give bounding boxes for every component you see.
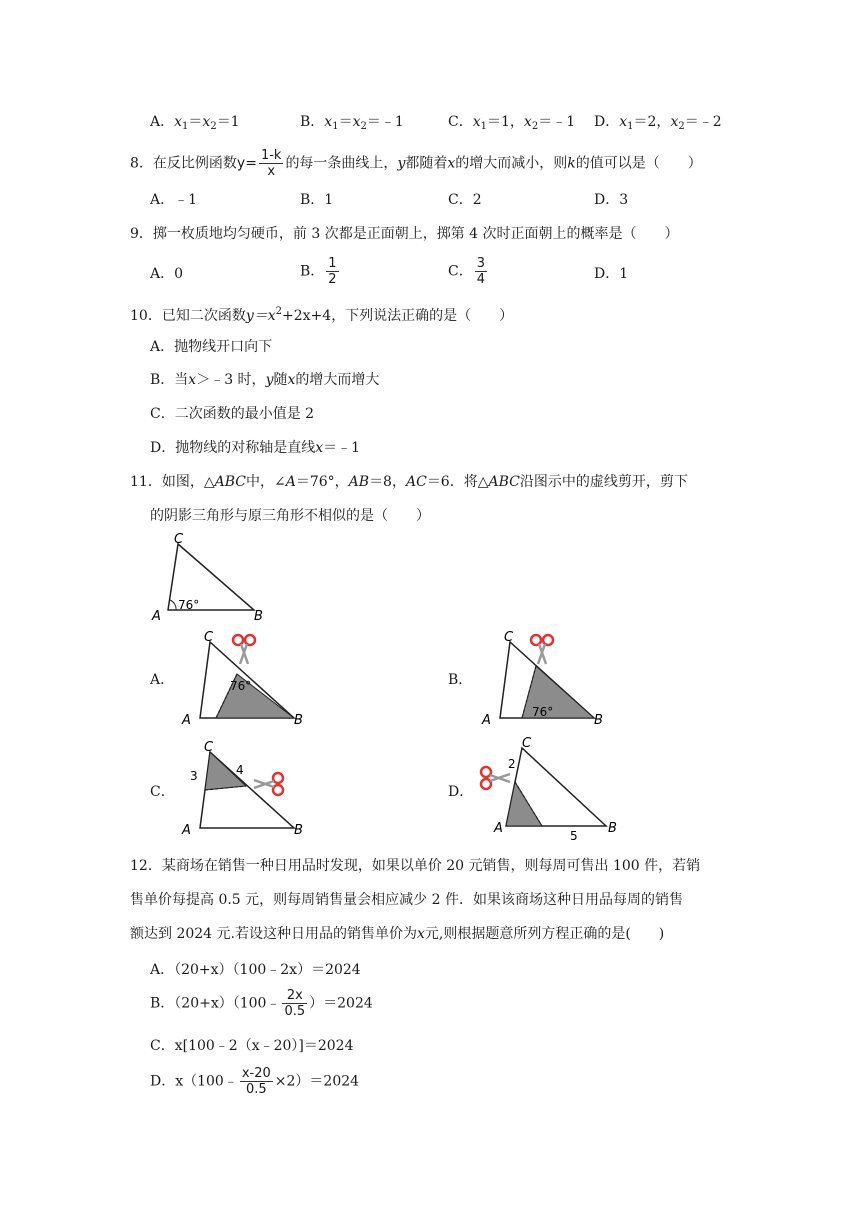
q9-option-d: D．1 — [594, 266, 629, 282]
svg-text:B: B — [294, 823, 303, 838]
svg-text:A: A — [482, 713, 491, 728]
q10-stem: 10．已知二次函数$y=x^2+2x+4$，下列说法正确的是（ ） — [130, 306, 514, 324]
q8-option-c: C．2 — [448, 192, 482, 208]
svg-text:2: 2 — [508, 757, 516, 771]
q11-option-a-label: A． — [150, 672, 175, 688]
label-c: C — [174, 532, 184, 547]
q7-option-c: C．$x_1=1$，$x_2=﹣1$ — [448, 114, 576, 132]
q12-option-d: D．x（100﹣ $\frac{x-20}{0.5}$ ×2）＝2024 — [150, 1066, 360, 1097]
q7-option-a: A．$x_1=x_2=1$ — [150, 114, 240, 132]
scissors-icon — [233, 635, 255, 664]
svg-text:A: A — [182, 823, 191, 838]
q11-option-a-figure — [174, 628, 310, 728]
q11-stem-line1: 11．如图，△ABC中，∠A＝76°，AB＝8，AC＝6．将△ABC沿图示中的虚线剪开，剪下 — [130, 474, 688, 490]
q11-option-d-figure — [472, 736, 620, 842]
svg-text:B: B — [594, 713, 603, 728]
q11-option-c-label: C． — [150, 784, 175, 800]
svg-text:C: C — [504, 630, 514, 645]
label-a: A — [152, 609, 161, 624]
q11-option-d-label: D． — [448, 784, 474, 800]
q8-option-a: A．﹣1 — [150, 192, 198, 208]
scissors-icon — [531, 635, 553, 664]
q10-option-d: D．抛物线的对称轴是直线x＝﹣1 — [150, 440, 361, 456]
scissors-icon — [254, 773, 283, 795]
q8-stem: 8．在反比例函数y= $\frac{1-k}{x}$ 的每一条曲线上，y都随着x的增大而减小，则k的值可以是（ ） — [130, 148, 702, 179]
q9-option-c: C． $\frac{3}{4}$ — [448, 256, 485, 287]
scissors-icon — [481, 767, 510, 789]
q12-option-c: C．x[100﹣2（x﹣20）]＝2024 — [150, 1038, 354, 1054]
q11-option-b-label: B． — [448, 672, 473, 688]
label-angle: 76° — [178, 598, 200, 612]
q12-stem-line3: 额达到 2024 元.若设这种日用品的销售单价为x元,则根据题意所列方程正确的是( ) — [130, 926, 665, 942]
q9-stem: 9．掷一枚质地均匀硬币，前 3 次都是正面朝上，掷第 4 次时正面朝上的概率是（ ） — [130, 226, 679, 242]
label-b: B — [254, 609, 263, 624]
svg-text:5: 5 — [570, 829, 578, 842]
svg-text:A: A — [182, 713, 191, 728]
q12-option-b: B．（20+x）（100﹣ $\frac{2x}{0.5}$ ）＝2024 — [150, 988, 373, 1019]
q12-stem-line2: 售单价每提高 0.5 元，则每周销售量会相应减少 2 件．如果该商场这种日用品每周的销售 — [130, 892, 683, 908]
svg-text:76°: 76° — [532, 705, 554, 719]
q10-option-b: B．当x＞﹣3 时，y随x的增大而增大 — [150, 372, 380, 388]
q9-option-b: B． $\frac{1}{2}$ — [300, 256, 337, 287]
q11-option-c-figure — [174, 740, 310, 840]
q7-option-d: D．$x_1=2$，$x_2=﹣2$ — [594, 114, 722, 132]
q9-option-a: A．0 — [150, 266, 184, 282]
svg-text:A: A — [494, 821, 503, 836]
svg-text:B: B — [608, 821, 617, 836]
svg-text:76°: 76° — [230, 679, 252, 693]
q8-option-d: D．3 — [594, 192, 629, 208]
svg-text:4: 4 — [236, 763, 244, 777]
q8-fraction: $\frac{1-k}{x}$ — [260, 148, 282, 179]
svg-text:C: C — [522, 736, 532, 751]
svg-text:C: C — [204, 630, 214, 645]
q7-option-b: B．$x_1=x_2=﹣1$ — [300, 114, 404, 132]
q11-original-triangle — [146, 532, 266, 624]
svg-text:B: B — [294, 713, 303, 728]
svg-text:3: 3 — [190, 769, 198, 783]
q10-option-c: C．二次函数的最小值是 2 — [150, 406, 315, 422]
svg-text:C: C — [204, 740, 214, 755]
q12-stem-line1: 12．某商场在销售一种日用品时发现，如果以单价 20 元销售，则每周可售出 100 件，若销 — [130, 858, 701, 874]
q10-option-a: A．抛物线开口向下 — [150, 339, 273, 355]
q11-option-b-figure — [474, 628, 610, 728]
q8-option-b: B．1 — [300, 192, 334, 208]
q11-stem-line2: 的阴影三角形与原三角形不相似的是（ ） — [150, 508, 430, 524]
q12-option-a: A．（20+x）（100﹣2x）＝2024 — [150, 962, 361, 978]
